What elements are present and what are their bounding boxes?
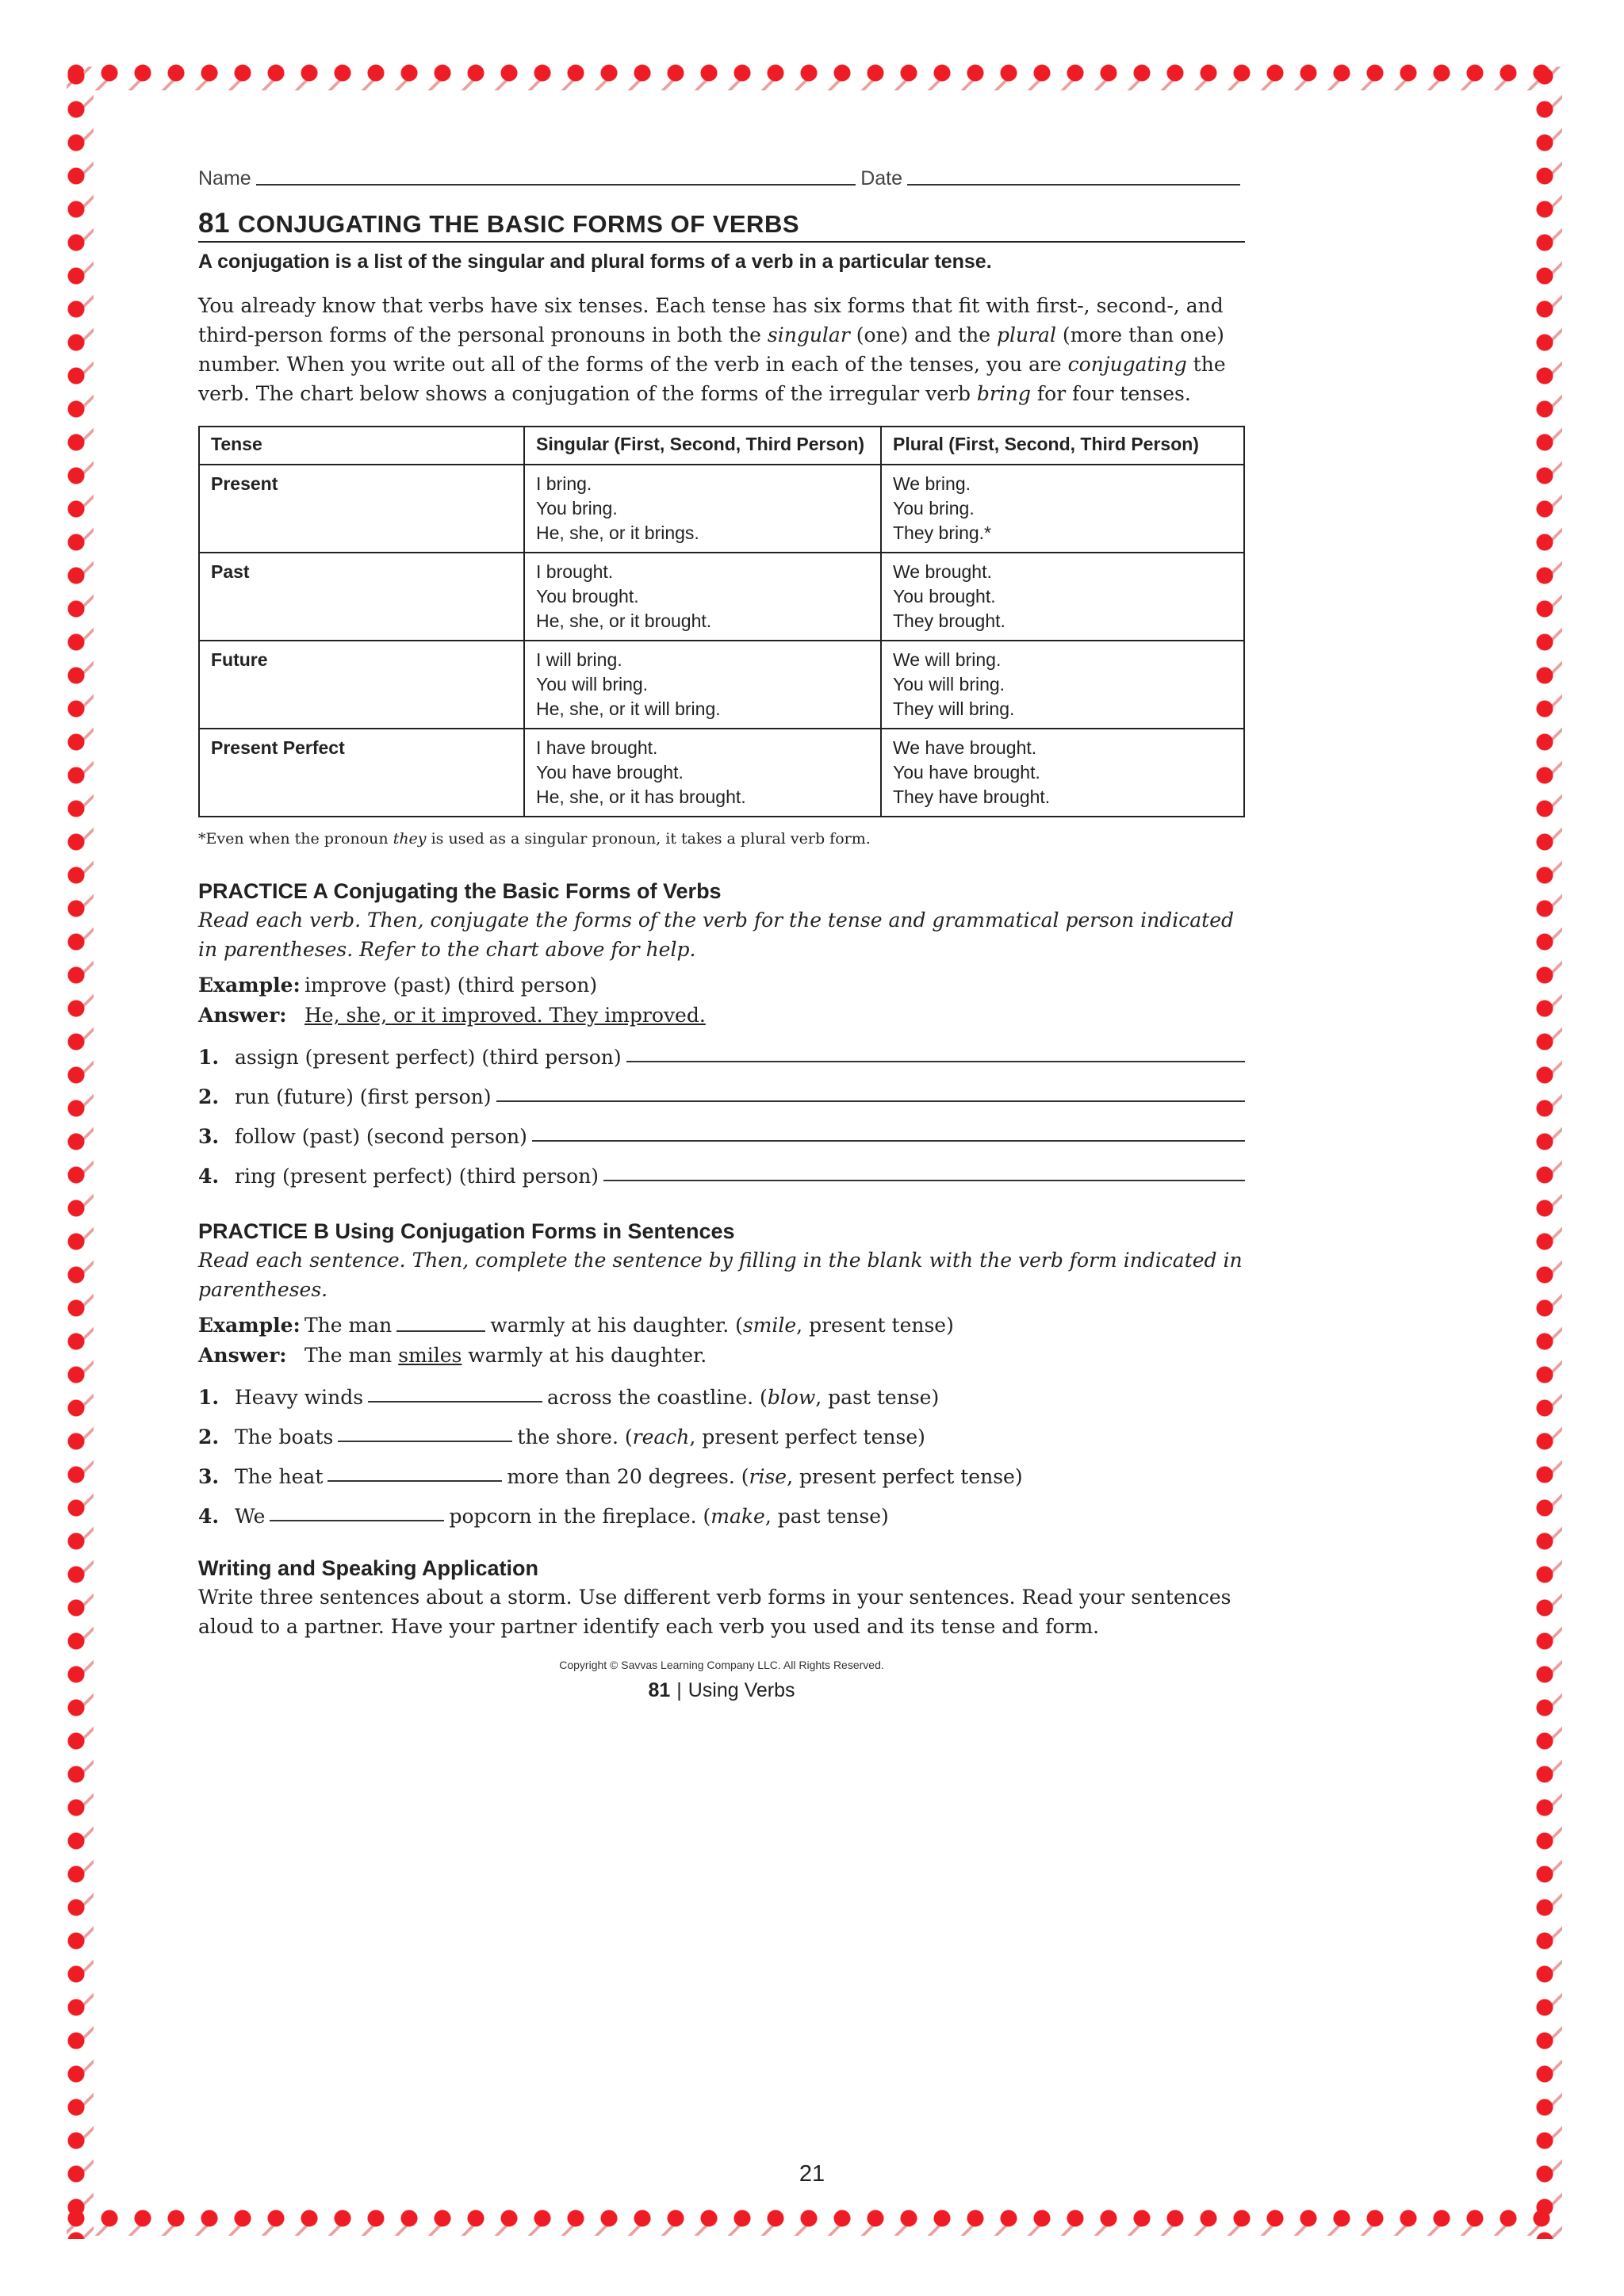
list-item — [198, 1069, 1245, 1108]
item-verb: reach — [632, 1425, 690, 1448]
conjugation-table — [198, 426, 1245, 817]
lesson-title — [198, 208, 1245, 243]
item-number: 2. — [198, 1425, 220, 1448]
example-text: warmly at his daughter. ( — [490, 1314, 743, 1337]
cell-line: You will bring. — [893, 674, 1005, 695]
cell-line: They will bring. — [893, 698, 1015, 719]
example-text: The man — [304, 1314, 393, 1337]
footnote-text: is used as a singular pronoun, it takes a plural verb form. — [426, 830, 871, 848]
item-text: , past tense) — [815, 1386, 940, 1409]
cell-line: I will bring. — [536, 649, 622, 670]
plural-cell — [881, 553, 1244, 641]
item-text: popcorn in the fireplace. ( — [449, 1505, 711, 1528]
practice-a-answer — [198, 1002, 1245, 1029]
item-text: Heavy winds — [235, 1386, 364, 1409]
cell-line: You brought. — [536, 586, 639, 607]
tense-cell: Past — [199, 553, 524, 641]
item-text: ring (present perfect) (third person) — [235, 1165, 599, 1188]
name-field[interactable] — [256, 183, 856, 186]
item-verb: rise — [749, 1465, 787, 1488]
practice-a-instructions: Read each verb. Then, conjugate the forms of the verb for the tense and grammatical person indicated in parentheses. Refer to the chart above for help. — [198, 909, 1234, 961]
list-item — [198, 1148, 1245, 1188]
singular-cell — [524, 729, 881, 817]
practice-a-example — [198, 972, 1245, 999]
table-header-row — [199, 427, 1244, 465]
cell-line: They have brought. — [893, 786, 1051, 807]
border-right — [1535, 67, 1562, 2239]
item-text: assign (present perfect) (third person) — [235, 1046, 622, 1069]
item-text: The boats — [235, 1425, 334, 1448]
cell-line: You bring. — [536, 498, 618, 519]
answer-text: warmly at his daughter. — [462, 1344, 707, 1367]
cell-line: We brought. — [893, 561, 992, 582]
cell-line: You bring. — [893, 498, 975, 519]
cell-line: We bring. — [893, 473, 971, 494]
lesson-subtitle: A conjugation is a list of the singular and plural forms of a verb in a particular tense. — [198, 251, 992, 273]
item-text: follow (past) (second person) — [235, 1125, 527, 1148]
intro-text: the verb. The chart below shows a conjugation of the forms of the irregular verb — [198, 353, 1226, 405]
cell-line: I bring. — [536, 473, 592, 494]
item-number: 1. — [198, 1046, 220, 1069]
tense-cell: Future — [199, 641, 524, 729]
cell-line: He, she, or it brought. — [536, 610, 712, 631]
date-field[interactable] — [907, 183, 1240, 186]
intro-paragraph — [198, 291, 1245, 408]
item-number: 1. — [198, 1386, 220, 1409]
cell-line: You brought. — [893, 586, 996, 607]
answer-text: He, she, or it improved. They improved. — [304, 1004, 706, 1027]
practice-a-title: PRACTICE A Conjugating the Basic Forms of Verbs — [198, 879, 722, 903]
list-item — [198, 1108, 1245, 1148]
intro-term-conjugating: conjugating — [1067, 353, 1187, 376]
table-row — [199, 729, 1244, 817]
name-date-row — [198, 159, 1245, 190]
item-number: 4. — [198, 1505, 220, 1528]
cell-line: You have brought. — [893, 762, 1040, 783]
item-text: the shore. ( — [517, 1425, 633, 1448]
footnote-term: they — [393, 830, 427, 848]
cell-line: I have brought. — [536, 737, 658, 758]
table-footnote — [198, 830, 1245, 848]
answer-line[interactable] — [603, 1180, 1245, 1181]
item-text: , present perfect tense) — [787, 1465, 1023, 1488]
footer-separator: | — [676, 1679, 682, 1701]
item-text: more than 20 degrees. ( — [507, 1465, 749, 1488]
cell-line: We will bring. — [893, 649, 1002, 670]
answer-line[interactable] — [532, 1140, 1245, 1142]
list-item — [198, 1369, 1245, 1409]
footnote-text: *Even when the pronoun — [198, 830, 393, 848]
header-singular: Singular (First, Second, Third Person) — [524, 427, 881, 465]
worksheet — [198, 159, 1245, 1702]
item-number: 4. — [198, 1165, 220, 1188]
item-text: We — [235, 1505, 266, 1528]
item-number: 3. — [198, 1125, 220, 1148]
singular-cell — [524, 641, 881, 729]
writing-text: Write three sentences about a storm. Use different verb forms in your sentences. Read your sentences aloud to a partner. Have your partner identify each verb you used and its tense and form. — [198, 1586, 1231, 1638]
singular-cell — [524, 465, 881, 553]
practice-a-items — [198, 1029, 1245, 1188]
intro-text: (one) and the — [849, 323, 997, 346]
item-verb: make — [710, 1505, 765, 1528]
example-verb: smile — [742, 1314, 797, 1337]
border-left — [67, 67, 94, 2239]
item-verb: blow — [767, 1386, 816, 1409]
answer-word: smiles — [398, 1344, 462, 1367]
fill-blank[interactable] — [338, 1440, 512, 1442]
example-blank — [396, 1330, 485, 1332]
item-number: 3. — [198, 1465, 220, 1488]
cell-line: You have brought. — [536, 762, 684, 783]
item-text: across the coastline. ( — [547, 1386, 768, 1409]
example-text: improve (past) (third person) — [304, 974, 598, 997]
page-number: 21 — [799, 2161, 825, 2187]
border-bottom — [67, 2209, 1557, 2236]
tense-cell: Present Perfect — [199, 729, 524, 817]
item-text: , present perfect tense) — [689, 1425, 925, 1448]
list-item — [198, 1488, 1245, 1528]
example-text: , present tense) — [796, 1314, 954, 1337]
plural-cell — [881, 729, 1244, 817]
cell-line: He, she, or it will bring. — [536, 698, 721, 719]
cell-line: I brought. — [536, 561, 614, 582]
cell-line: You will bring. — [536, 674, 649, 695]
cell-line: They bring.* — [893, 522, 992, 543]
cell-line: We have brought. — [893, 737, 1037, 758]
example-label: Example: — [198, 974, 301, 997]
item-text: , past tense) — [764, 1505, 889, 1528]
plural-cell — [881, 465, 1244, 553]
fill-blank[interactable] — [327, 1479, 502, 1482]
practice-b-answer — [198, 1342, 1245, 1369]
lesson-number: 81 — [198, 208, 230, 239]
header-tense: Tense — [199, 427, 524, 465]
cell-line: He, she, or it brings. — [536, 522, 699, 543]
intro-text: (more than one) number. When you write out all of the forms of the verb in each of the tenses, you are — [198, 323, 1224, 376]
practice-b-example — [198, 1312, 1245, 1339]
list-item — [198, 1029, 1245, 1069]
date-label: Date — [860, 167, 902, 189]
answer-text: The man — [304, 1344, 399, 1367]
practice-b-title: PRACTICE B Using Conjugation Forms in Sentences — [198, 1219, 735, 1243]
cell-line: He, she, or it has brought. — [536, 786, 746, 807]
header-plural: Plural (First, Second, Third Person) — [881, 427, 1244, 465]
fill-blank[interactable] — [270, 1519, 444, 1521]
intro-term-bring: bring — [976, 382, 1031, 405]
footer-chapter: Using Verbs — [688, 1679, 795, 1701]
answer-line[interactable] — [626, 1061, 1245, 1062]
fill-blank[interactable] — [368, 1400, 542, 1402]
intro-term-singular: singular — [767, 323, 850, 346]
tense-cell: Present — [199, 465, 524, 553]
copyright: Copyright © Savvas Learning Company LLC. All Rights Reserved. — [559, 1659, 884, 1671]
answer-label: Answer: — [198, 1004, 287, 1027]
table-row — [199, 641, 1244, 729]
name-label: Name — [198, 167, 251, 189]
writing-title: Writing and Speaking Application — [198, 1556, 539, 1580]
intro-text: You already know that verbs have six tenses. Each tense has six forms that fit with first-, second-, and third-person forms of the personal pronouns in both the — [198, 294, 1224, 346]
list-item — [198, 1409, 1245, 1448]
footer-lesson-number: 81 — [648, 1679, 671, 1701]
intro-term-plural: plural — [997, 323, 1056, 346]
singular-cell — [524, 553, 881, 641]
plural-cell — [881, 641, 1244, 729]
list-item — [198, 1448, 1245, 1488]
item-number: 2. — [198, 1085, 220, 1108]
answer-label: Answer: — [198, 1344, 287, 1367]
answer-line[interactable] — [496, 1100, 1246, 1102]
intro-text: for four tenses. — [1030, 382, 1191, 405]
table-row — [199, 553, 1244, 641]
page-info — [198, 1679, 1245, 1702]
item-text: run (future) (first person) — [235, 1085, 492, 1108]
practice-b-instructions: Read each sentence. Then, complete the sentence by filling in the blank with the verb form indicated in parentheses. — [198, 1249, 1243, 1301]
table-row — [199, 465, 1244, 553]
practice-b-items — [198, 1369, 1245, 1528]
example-label: Example: — [198, 1314, 301, 1337]
lesson-title-text: CONJUGATING THE BASIC FORMS OF VERBS — [237, 210, 800, 238]
border-top — [67, 63, 1557, 90]
item-text: The heat — [235, 1465, 324, 1488]
cell-line: They brought. — [893, 610, 1005, 631]
